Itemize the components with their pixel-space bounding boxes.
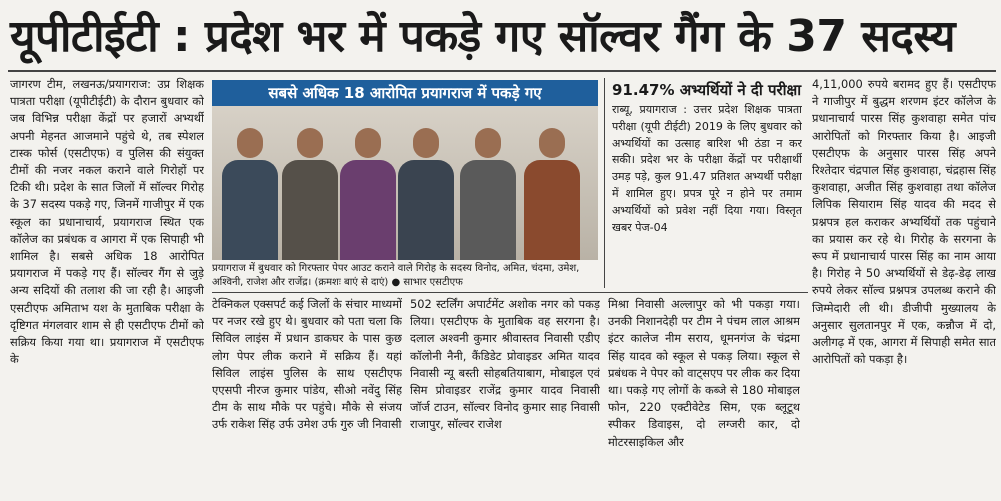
headline: यूपीटीईटी : प्रदेश भर में पकड़े गए सॉल्वर गैंग के 37 सदस्य <box>10 11 955 62</box>
accused-group-photo <box>212 80 598 260</box>
box-divider <box>604 78 605 288</box>
headline-rule <box>8 70 996 72</box>
column-1-text: जागरण टीम, लखनऊ/प्रयागराज: उप्र शिक्षक पात्रता परीक्षा (यूपीटीईटी) के दौरान बुधवार को जब विभिन्न परीक्षा केंद्रों पर हजारों अभ्यर्थी अपनी मेहनत आजमाने पहुंचे थे, तब स्पेशल टास्क फोर्स (एसटीएफ) व पुलिस की संयुक्त टीमों की नजर नकल कराने वाले गिरोहों पर टिकी थी। प्रदेश के सात जिलों में सॉल्वर गिरोह के 37 सदस्य पकड़े गए, जिनमें गाजीपुर में एक स्कूल का प्रधानाचार्य, प्रयागराज स्थित एक कॉलेज का प्रबंधक व आगरा में एक सिपाही भी शामिल है। सबसे अधिक 18 आरोपित प्रयागराज में पकड़े गए हैं। सॉल्वर गैंग से जुड़े अन्य सदियों की तलाश की जा रही है। आइजी एसटीएफ अमिताभ यश के मुताबिक परीक्षा के दृष्टिगत मंगलवार शाम से ही एसटीएफ टीमों को सक्रिय किया गया था। प्रयागराज में एसटीएफ के <box>10 77 204 367</box>
person-figure <box>460 128 516 260</box>
person-figure <box>340 128 396 260</box>
photo-banner: सबसे अधिक 18 आरोपित प्रयागराज में पकड़े गए <box>212 80 598 106</box>
person-figure <box>398 128 454 260</box>
person-figure <box>524 128 580 260</box>
person-figure <box>222 128 278 260</box>
article-column-2: टेक्निकल एक्सपर्ट कई जिलों के संचार माध्यमों पर नजर रखे हुए थे। बुधवार को पता चला कि सिविल लाइंस में प्रधान डाकघर के पास कुछ लोग पेपर लीक कराने में सक्रिय हैं। यहां सिविल लाइंस पुलिस के साथ एसटीएफ एएसपी नीरज कुमार पांडेय, सीओ नवेंदु सिंह टीम के साथ मौके पर पहुंचे। मौके से संजय उर्फ राकेश सिंह उर्फ उमेश उर्फ गुरु जी निवासी <box>212 297 402 432</box>
article-column-3: 502 स्टर्लिंग अपार्टमेंट अशोक नगर को पकड़ लिया। एसटीएफ के मुताबिक वह सरगना है। दलाल अश्वनी कुमार श्रीवास्तव निवासी एडीए कॉलोनी नैनी, कैंडिडेट प्रोवाइडर अमित यादव निवासी न्यू बस्ती सोहबतियाबाग, मोबाइल एवं सिम प्रोवाइडर राजेंद्र कुमार यादव निवासी जॉर्ज टाउन, सॉल्वर विनोद कुमार साह निवासी राजापुर, सॉल्वर राजेश <box>410 297 600 432</box>
person-figure <box>282 128 338 260</box>
box-text: राब्यू, प्रयागराज : उत्तर प्रदेश शिक्षक पात्रता परीक्षा (यूपी टीईटी) 2019 के लिए बुधवार को अभ्यर्थियों का उत्साह बारिश भी ठंडा न कर सकी। प्रदेश भर के परीक्षा केंद्रों पर परीक्षार्थी उमड़ पड़े, कुल 91.47 प्रतिशत अभ्यर्थी परीक्षा में शामिल हुए। प्रपत्र पूरे न होने पर तमाम अभ्यर्थियों को प्रवेश नहीं दिया गया। विस्तृत खबर पेज-04 <box>612 103 802 234</box>
box-bottom-rule <box>212 292 808 293</box>
box-title: 91.47% अभ्यर्थियों ने दी परीक्षा <box>612 81 802 99</box>
article-column-1 <box>10 76 204 496</box>
photo-caption: प्रयागराज में बुधवार को गिरफ्तार पेपर आउट कराने वाले गिरोह के सदस्य विनोद, अमित, चंदमा, उमेश, अश्विनी, राजेश और राजेंद्र। (क्रमशः बाएं से दाएं) ● साभार एसटीएफ <box>212 263 580 288</box>
article-column-5: 4,11,000 रुपये बरामद हुए हैं। एसटीएफ ने गाजीपुर में बुद्धम शरणम इंटर कॉलेज के प्रधानाचार्य पारस सिंह कुशवाहा समेत पांच आरोपितों को गिरफ्तार किया है। आइजी एसटीएफ के अनुसार पारस सिंह अपने रिश्तेदार चंद्रपाल सिंह कुशवाहा, चंद्रहास सिंह कुशवाहा, अजीत सिंह कुशवाहा तथा कॉलेज लिपिक सियाराम सिंह यादव की मदद से प्रश्नपत्र हल कराकर अभ्यर्थियों तक पहुंचाने का प्रयास कर रहे थे। गिरोह के सरगना के रूप में प्रधानाचार्य पारस सिंह का नाम आया है। गिरोह ने 50 अभ्यर्थियों से डेढ़-डेढ़ लाख रुपये लेकर सॉल्व प्रश्नपत्र उपलब्ध कराने की जिम्मेदारी ली थी। डीजीपी मुख्यालय के अनुसार सुलतानपुर में एक, कन्नौज में दो, अलीगढ़ में एक, आगरा में सिपाही समेत सात आरोपितों को पकड़ा है। <box>812 77 996 367</box>
article-column-4: मिश्रा निवासी अल्लापुर को भी पकड़ा गया। उनकी निशानदेही पर टीम ने पंचम लाल आश्रम इंटर कालेज नीम सराय, धूमनगंज के चंद्रमा सिंह यादव को स्कूल से पकड़ लिया। स्कूल से प्रबंधक ने पेपर को वाट्सएप पर लीक कर दिया था। पकड़े गए लोगों के कब्जे से 180 मोबाइल फोन, 220 एक्टीवेटेड सिम, एक ब्लूटूथ स्पीकर डिवाइस, दो लग्जरी कार, दो मोटरसाइकिल और <box>608 297 800 449</box>
